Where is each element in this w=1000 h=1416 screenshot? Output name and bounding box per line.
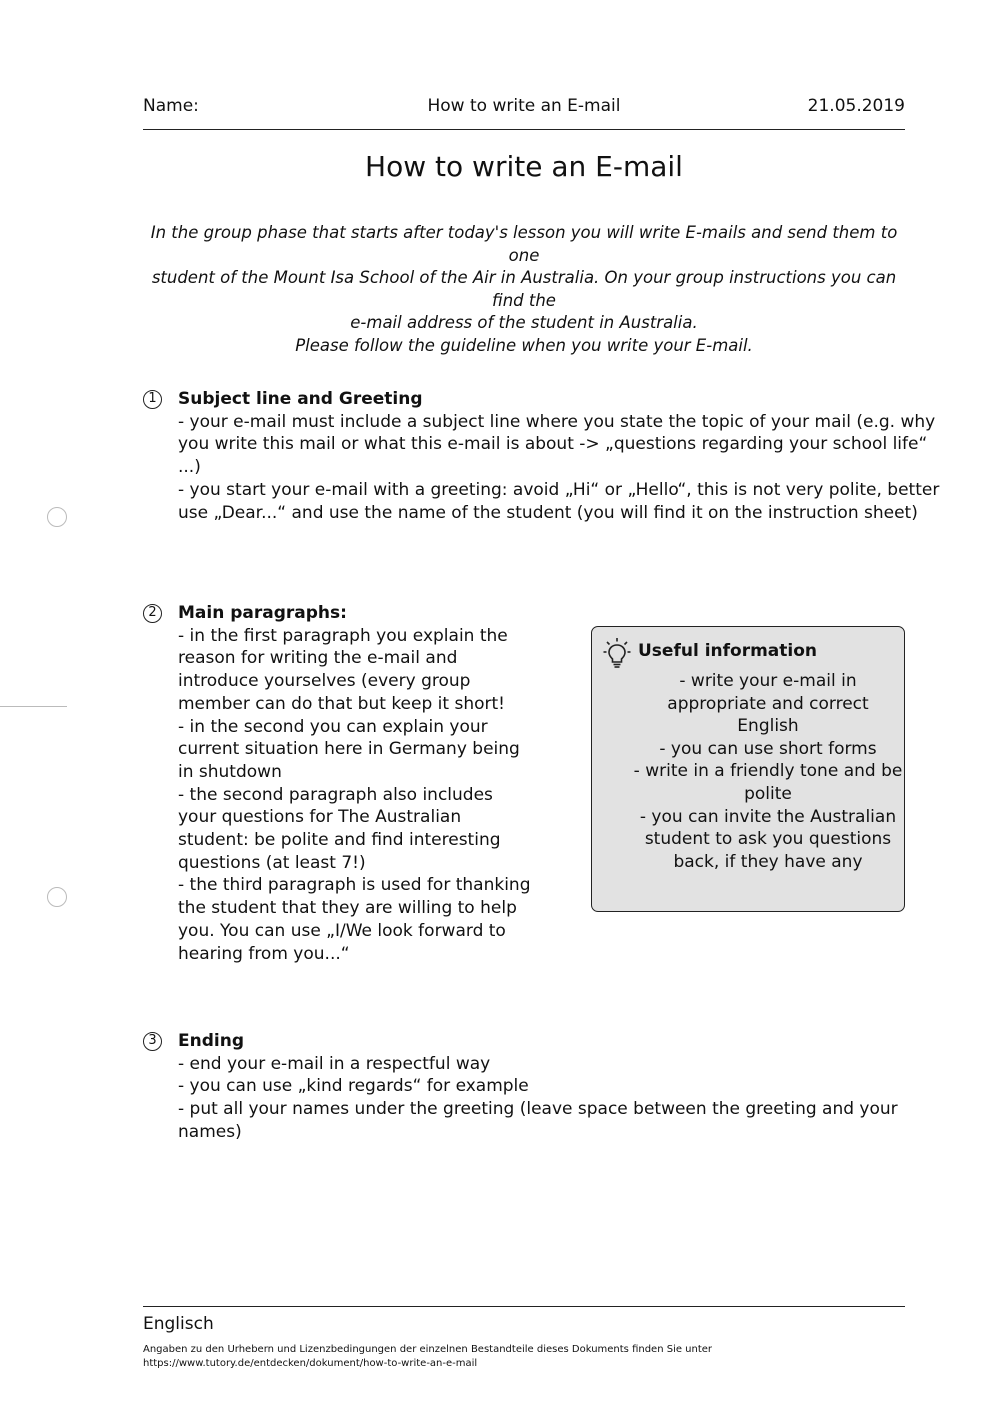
footer-subject: Englisch xyxy=(143,1314,214,1334)
section-line: use „Dear...“ and use the name of the student (you will find it on the instruction sheet) xyxy=(178,502,918,523)
intro-line: Please follow the guideline when you write your E-mail. xyxy=(295,335,753,355)
intro-text xyxy=(143,222,905,358)
section-line: - your e-mail must include a subject line where you state the topic of your mail (e.g. why xyxy=(178,411,936,432)
info-line: polite xyxy=(744,783,792,804)
punch-hole-mark xyxy=(47,887,67,907)
name-label: Name: xyxy=(143,96,199,116)
info-line: - write in a friendly tone and be xyxy=(633,761,903,782)
section-line: - the second paragraph also includes xyxy=(178,784,493,805)
punch-hole-mark xyxy=(47,507,67,527)
intro-line: e-mail address of the student in Australia. xyxy=(350,313,698,333)
section-line: in shutdown xyxy=(178,761,282,782)
section-line: the student that they are willing to help xyxy=(178,898,517,919)
footer-url: https://www.tutory.de/entdecken/dokument/how-to-write-an-e-mail xyxy=(143,1358,478,1369)
header-title: How to write an E-mail xyxy=(427,96,621,116)
section-line: you write this mail or what this e-mail is about -> „questions regarding your school life“ xyxy=(178,434,928,455)
section-line: questions (at least 7!) xyxy=(178,852,366,873)
info-line: - write your e-mail in xyxy=(679,671,857,691)
info-line: appropriate and correct xyxy=(667,693,869,714)
info-line: English xyxy=(737,716,799,737)
info-box-body xyxy=(602,670,934,873)
section-line: current situation here in Germany being xyxy=(178,739,520,760)
section-subject-line xyxy=(178,388,939,524)
section-heading: Subject line and Greeting xyxy=(178,389,423,409)
section-heading: Main paragraphs: xyxy=(178,603,347,623)
header-date: 21.05.2019 xyxy=(807,96,905,116)
section-line: member can do that but keep it short! xyxy=(178,693,505,714)
section-line: ...) xyxy=(178,457,201,478)
section-heading: Ending xyxy=(178,1031,244,1051)
intro-line: student of the Mount Isa School of the Air in Australia. On your group instructions you can find the xyxy=(151,268,897,310)
section-line: - end your e-mail in a respectful way xyxy=(178,1053,491,1074)
fold-mark xyxy=(0,706,67,707)
page-title: How to write an E-mail xyxy=(365,150,683,183)
section-line: - in the second you can explain your xyxy=(178,716,488,737)
section-main-paragraphs xyxy=(178,602,530,965)
section-number-badge: 1 xyxy=(143,390,162,409)
section-line: student: be polite and find interesting xyxy=(178,830,501,851)
section-line: - put all your names under the greeting (leave space between the greeting and your xyxy=(178,1099,898,1120)
section-line: hearing from you...“ xyxy=(178,943,350,964)
info-box-title: Useful information xyxy=(638,641,818,661)
section-line: - you start your e-mail with a greeting: avoid „Hi“ or „Hello“, this is not very polite, better xyxy=(178,479,940,500)
section-line: - you can use „kind regards“ for example xyxy=(178,1076,529,1097)
info-line: student to ask you questions xyxy=(644,829,892,850)
section-line: introduce yourselves (every group xyxy=(178,671,471,692)
section-number-badge: 3 xyxy=(143,1032,162,1051)
section-line: your questions for The Australian xyxy=(178,807,462,828)
section-line: - in the first paragraph you explain the xyxy=(178,625,508,646)
info-line: - you can invite the Australian xyxy=(639,806,897,827)
header-rule xyxy=(143,129,905,130)
section-line: - the third paragraph is used for thanking xyxy=(178,875,531,896)
useful-information-box xyxy=(591,626,905,912)
section-line: names) xyxy=(178,1121,242,1142)
section-line: you. You can use „I/We look forward to xyxy=(178,920,506,941)
section-line: reason for writing the e-mail and xyxy=(178,648,458,669)
footer-attribution: Angaben zu den Urhebern und Lizenzbedingungen der einzelnen Bestandteile dieses Dokuments finden Sie unter xyxy=(143,1344,713,1355)
info-line: - you can use short forms xyxy=(659,738,877,759)
lightbulb-icon xyxy=(603,637,631,669)
intro-line: In the group phase that starts after today's lesson you will write E-mails and send them to one xyxy=(150,223,898,265)
footer-rule xyxy=(143,1306,905,1307)
section-number-badge: 2 xyxy=(143,604,162,623)
info-line: back, if they have any xyxy=(673,851,863,872)
section-ending xyxy=(178,1030,898,1144)
